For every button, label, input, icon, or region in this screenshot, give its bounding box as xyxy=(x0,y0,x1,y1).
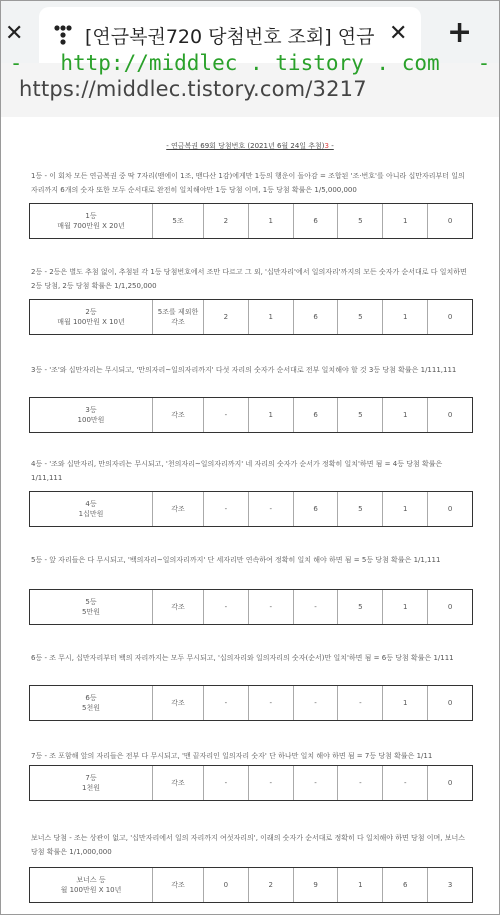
tab-close-icon[interactable]: ✕ xyxy=(389,21,408,46)
digit-cell: 5 xyxy=(338,398,383,432)
digit-cell: - xyxy=(249,766,294,800)
tab-title: [연금복권720 당첨번호 조회] 연금 xyxy=(85,26,375,48)
prize-row xyxy=(29,765,473,801)
digit-cell: - xyxy=(294,590,339,624)
digit-cell: - xyxy=(204,590,249,624)
prize-description: 7등 - 조 포함해 앞의 자리들은 전부 다 무시되고, '맨 끝자리인 일의자리 숫자' 단 하나만 일치 해야 하면 됨 = 7등 당첨 확률은 1/11 xyxy=(31,752,433,760)
prize-name-cell: 6등 5천원 xyxy=(30,686,153,720)
digit-cell: 1 xyxy=(383,492,428,526)
prize-description: 보너스 당첨 - 조는 상관이 없고, '십만자리에서 일의 자리까지 여섯자리의', 이래의 숫자가 순서대로 정확히 다 일치해야 하면 당첨 이며, 보너스 당첨 확률은 1/1,000,000 xyxy=(31,834,465,856)
digit-cell: 1 xyxy=(338,868,383,902)
digit-cell: 1 xyxy=(383,204,428,238)
digit-cell: - xyxy=(204,766,249,800)
group-cell: 각조 xyxy=(153,590,204,624)
page-content xyxy=(1,117,499,914)
digit-cell: 1 xyxy=(249,300,294,334)
digit-cell: 6 xyxy=(294,204,339,238)
digit-cell: 3 xyxy=(447,881,453,889)
digit-cell: 1 xyxy=(383,686,428,720)
digit-cell: 2 xyxy=(204,204,249,238)
digit-cell: - xyxy=(249,590,294,624)
prize-row xyxy=(29,299,473,335)
digit-cell: 1 xyxy=(249,398,294,432)
prize-row xyxy=(29,203,473,239)
digit-cell: - xyxy=(383,766,428,800)
digit-cell: - xyxy=(249,686,294,720)
digit-cell: 6 xyxy=(294,398,339,432)
digit-cell: 0 xyxy=(447,779,453,787)
prize-description: 1등 - 이 회차 모든 연금복권 중 딱 7자리(맨에이 1조, 맨다산 1감)에게만 1등의 행운이 돌아감 = 조합된 '조·번호'를 아니라 십만자리부터 일의자리까지 6개의 숫자 또한 모두 순서대로 완전히 일치해야만 1등 당첨 이며, 1등 당첨 확률은 1/5,000,000 xyxy=(31,172,465,194)
digit-cell: - xyxy=(294,766,339,800)
prize-row xyxy=(29,867,473,903)
digit-cell: 0 xyxy=(447,217,453,225)
digit-cell: 5 xyxy=(338,590,383,624)
digit-cell: 1 xyxy=(383,590,428,624)
digit-cell: 2 xyxy=(249,868,294,902)
prize-name-cell: 5등 5만원 xyxy=(30,590,153,624)
digit-cell: - xyxy=(338,766,383,800)
prize-row xyxy=(29,397,473,433)
page-title: - 연금복권 69회 당첨번호 (2021년 6월 24일 추첨)3 - xyxy=(166,142,334,150)
digit-cell: - xyxy=(338,686,383,720)
digit-cell: 6 xyxy=(294,492,339,526)
prize-name-cell: 4등 1십만원 xyxy=(30,492,153,526)
digit-cell: - xyxy=(294,686,339,720)
new-tab-button[interactable]: + xyxy=(447,15,473,50)
digit-cell: 0 xyxy=(447,699,453,707)
digit-cell: 9 xyxy=(294,868,339,902)
prize-description: 6등 - 조 무시, 십만자리부터 백의 자리까지는 모두 무시되고, '십의자리와 일의자리의 숫자(순서)만 일치'하면 됨 = 6등 당첨 확률은 1/111 xyxy=(31,654,454,662)
group-cell: 각조 xyxy=(153,766,204,800)
close-icon[interactable]: ✕ xyxy=(5,21,24,46)
digit-cell: 0 xyxy=(447,603,453,611)
digit-cell: - xyxy=(249,492,294,526)
group-cell: 각조 xyxy=(153,868,204,902)
digit-cell: 6 xyxy=(294,300,339,334)
digit-cell: 0 xyxy=(447,411,453,419)
prize-name-cell: 2등 매월 100만원 X 10년 xyxy=(30,300,153,334)
watermark: - http://middlec . tistory . com - xyxy=(9,51,491,75)
prize-name-cell: 7등 1천원 xyxy=(30,766,153,800)
digit-cell: - xyxy=(204,398,249,432)
digit-cell: 5 xyxy=(338,204,383,238)
digit-cell: 1 xyxy=(383,300,428,334)
prize-name-cell: 1등 매월 700만원 X 20년 xyxy=(30,204,153,238)
prize-description: 5등 - 앞 자리들은 다 무시되고, '백의자리~일의자리까지' 단 세자리만 연속하여 정확히 일치 해야 하면 됨 = 5등 당첨 확률은 1/1,111 xyxy=(31,556,441,564)
digit-cell: 0 xyxy=(447,313,453,321)
digit-cell: 6 xyxy=(383,868,428,902)
group-cell: 각조 xyxy=(153,492,204,526)
prize-row xyxy=(29,491,473,527)
group-cell: 각조 xyxy=(153,398,204,432)
digit-cell: 2 xyxy=(204,300,249,334)
digit-cell: 1 xyxy=(249,204,294,238)
group-cell: 각조 xyxy=(153,686,204,720)
url-text[interactable]: https://middlec.tistory.com/3217 xyxy=(19,77,367,101)
tistory-favicon-icon xyxy=(53,23,73,47)
digit-cell: - xyxy=(204,492,249,526)
digit-cell: 5 xyxy=(338,492,383,526)
prize-description: 4등 - '조와 십만자리, 만의자리는 무시되고, '천의자리~일의자리까지' 네 자리의 숫자가 순서가 정확히 일치'하면 됨 = 4등 당첨 확률은 1/11,111 xyxy=(31,460,443,482)
prize-row xyxy=(29,685,473,721)
digit-cell: 1 xyxy=(383,398,428,432)
digit-cell: 0 xyxy=(447,505,453,513)
digit-cell: 5 xyxy=(338,300,383,334)
digit-cell: 0 xyxy=(204,868,249,902)
group-cell: 5조를 제외한 각조 xyxy=(153,300,204,334)
group-cell: 5조 xyxy=(153,204,204,238)
prize-name-cell: 3등 100만원 xyxy=(30,398,153,432)
prize-row xyxy=(29,589,473,625)
prize-description: 2등 - 2등은 별도 추첨 없이, 추첨된 각 1등 당첨번호에서 조만 다르고 그 외, '십만자리'에서 일의자리'까지의 모든 숫자가 순서대로 다 일치하면 2등 당첨, 2등 당첨 확률은 1/1,250,000 xyxy=(31,268,467,290)
digit-cell: - xyxy=(204,686,249,720)
prize-description: 3등 - '조'와 십만자리는 무시되고, '만의자리~일의자리까지' 다섯 자리의 숫자가 순서대로 전부 일치해야 할 것 3등 당첨 확률은 1/111,111 xyxy=(31,366,457,374)
prize-name-cell: 보너스 등 월 100만원 X 10년 xyxy=(30,868,153,902)
